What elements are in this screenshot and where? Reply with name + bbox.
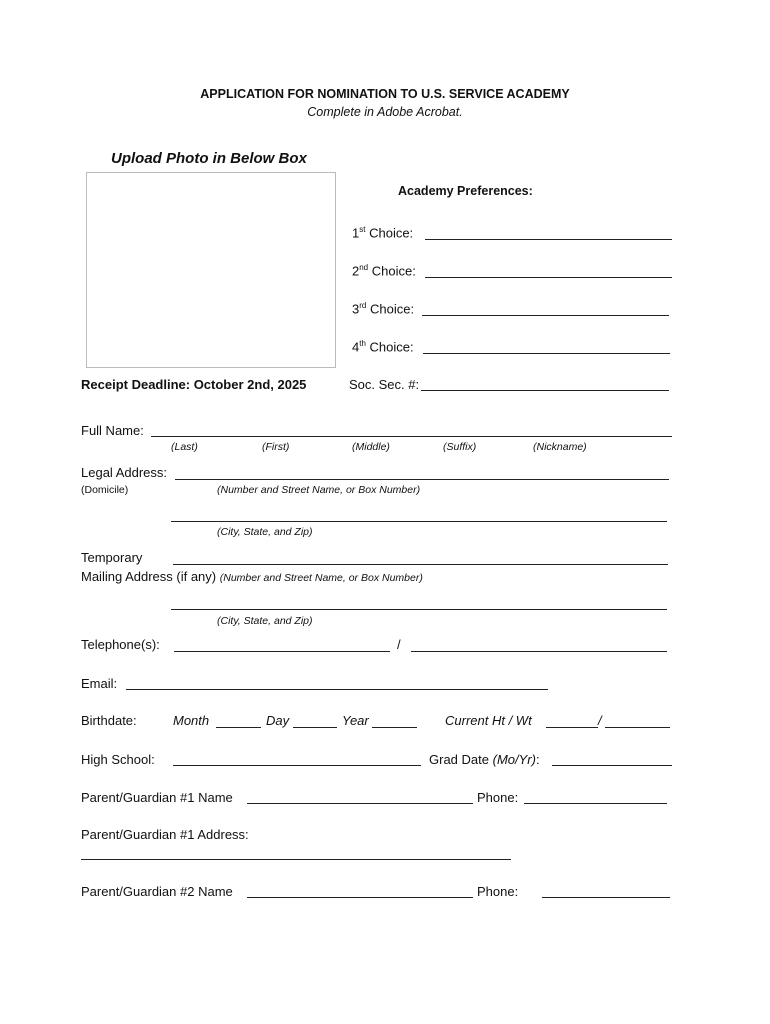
- weight-field[interactable]: [605, 727, 670, 728]
- preferences-heading: Academy Preferences:: [398, 184, 533, 198]
- legal-address-city-field[interactable]: [171, 521, 667, 522]
- legal-address-sublabel: (Domicile): [81, 484, 129, 496]
- legal-address-hint-street: (Number and Street Name, or Box Number): [217, 484, 421, 496]
- name-part-suffix: (Suffix): [443, 441, 477, 453]
- email-label: Email:: [81, 676, 118, 691]
- telephone-1-field[interactable]: [174, 651, 390, 652]
- birth-year-field[interactable]: [372, 727, 417, 728]
- ssn-field[interactable]: [421, 390, 669, 391]
- temp-address-street-field[interactable]: [173, 564, 668, 565]
- choice-1-label: 1st Choice:: [352, 225, 414, 241]
- telephone-2-field[interactable]: [411, 651, 667, 652]
- temp-address-city-field[interactable]: [171, 609, 667, 610]
- birth-year-label: Year: [342, 713, 369, 728]
- legal-address-hint-city: (City, State, and Zip): [217, 526, 313, 538]
- form-subtitle: Complete in Adobe Acrobat.: [307, 105, 463, 119]
- birth-day-field[interactable]: [293, 727, 337, 728]
- photo-label: Upload Photo in Below Box: [111, 150, 307, 167]
- telephone-label: Telephone(s):: [81, 637, 160, 652]
- height-weight-label: Current Ht / Wt: [445, 713, 532, 728]
- legal-address-label: Legal Address:: [81, 465, 168, 480]
- full-name-field[interactable]: [151, 436, 672, 437]
- grad-date-label: Grad Date (Mo/Yr):: [429, 752, 540, 767]
- parent1-address-field[interactable]: [81, 859, 511, 860]
- birth-day-label: Day: [266, 713, 290, 728]
- email-field[interactable]: [126, 689, 548, 690]
- photo-upload-box[interactable]: [86, 172, 336, 368]
- birth-month-label: Month: [173, 713, 210, 728]
- temp-address-label-line2: Mailing Address (if any) (Number and Street Name, or Box Number): [81, 569, 423, 584]
- ssn-label: Soc. Sec. #:: [349, 377, 420, 392]
- birth-month-field[interactable]: [216, 727, 261, 728]
- parent2-name-label: Parent/Guardian #2 Name: [81, 884, 233, 899]
- temp-address-hint-street: (Number and Street Name, or Box Number): [219, 572, 423, 584]
- birthdate-label: Birthdate:: [81, 713, 137, 728]
- parent2-name-field[interactable]: [247, 897, 473, 898]
- parent2-phone-label: Phone:: [477, 884, 519, 899]
- legal-address-street-field[interactable]: [175, 479, 669, 480]
- parent1-phone-label: Phone:: [477, 790, 519, 805]
- name-part-middle: (Middle): [352, 441, 390, 453]
- choice-2-field[interactable]: [425, 277, 672, 278]
- grad-date-field[interactable]: [552, 765, 672, 766]
- high-school-label: High School:: [81, 752, 155, 767]
- name-part-first: (First): [262, 441, 290, 453]
- high-school-field[interactable]: [173, 765, 421, 766]
- telephone-separator: /: [397, 637, 401, 652]
- parent1-phone-field[interactable]: [524, 803, 667, 804]
- choice-1-field[interactable]: [425, 239, 672, 240]
- choice-4-label: 4th Choice:: [352, 339, 414, 355]
- temp-address-label-line1: Temporary: [81, 550, 143, 565]
- height-weight-separator: /: [598, 713, 602, 728]
- parent2-phone-field[interactable]: [542, 897, 670, 898]
- full-name-label: Full Name:: [81, 423, 144, 438]
- choice-3-label: 3rd Choice:: [352, 301, 415, 317]
- temp-address-hint-city: (City, State, and Zip): [217, 615, 313, 627]
- parent1-name-label: Parent/Guardian #1 Name: [81, 790, 233, 805]
- name-part-nickname: (Nickname): [533, 441, 587, 453]
- receipt-deadline: Receipt Deadline: October 2nd, 2025: [81, 377, 307, 392]
- name-part-last: (Last): [171, 441, 198, 453]
- parent1-address-label: Parent/Guardian #1 Address:: [81, 827, 249, 842]
- height-field[interactable]: [546, 727, 598, 728]
- choice-2-label: 2nd Choice:: [352, 263, 416, 279]
- choice-3-field[interactable]: [422, 315, 669, 316]
- form-title: APPLICATION FOR NOMINATION TO U.S. SERVICE ACADEMY: [200, 87, 570, 101]
- choice-4-field[interactable]: [423, 353, 670, 354]
- parent1-name-field[interactable]: [247, 803, 473, 804]
